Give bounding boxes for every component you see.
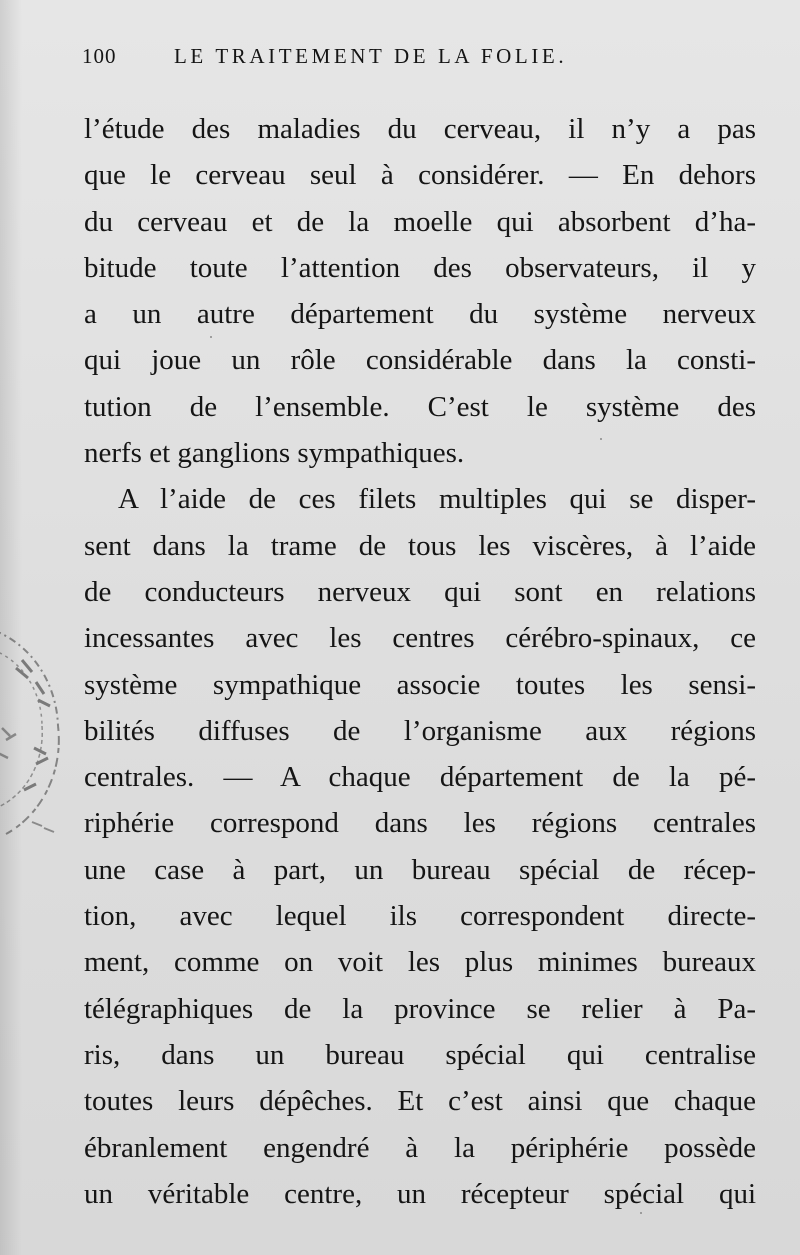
text-line: toutes leurs dépêches. Et c’est ainsi que chaque (84, 1085, 756, 1118)
text-line: incessantes avec les centres cérébro-spinaux, ce (84, 622, 756, 655)
text-line: centrales. — A chaque département de la pé- (84, 761, 756, 794)
paper-speck (640, 1212, 642, 1214)
text-line: qui joue un rôle considérable dans la consti- (84, 344, 756, 377)
library-stamp-icon (0, 608, 82, 858)
text-line: riphérie correspond dans les régions centrales (84, 807, 756, 840)
paper-speck (600, 438, 602, 440)
text-line: ris, dans un bureau spécial qui centralise (84, 1038, 756, 1071)
text-line: télégraphiques de la province se relier à Pa- (84, 992, 756, 1025)
body-text (84, 106, 756, 1217)
paper-speck (210, 336, 212, 338)
text-line: nerfs et ganglions sympathiques. (84, 437, 465, 470)
text-line: sent dans la trame de tous les viscères, à l’aide (84, 529, 756, 562)
text-line: un véritable centre, un récepteur spécial qui (84, 1177, 756, 1210)
text-line: système sympathique associe toutes les sensi- (84, 668, 756, 701)
text-line: a un autre département du système nerveux (84, 298, 756, 331)
text-line: tion, avec lequel ils correspondent directe- (84, 900, 756, 933)
text-line: l’étude des maladies du cerveau, il n’y a pas (84, 113, 756, 145)
running-head (82, 40, 682, 72)
text-line: tution de l’ensemble. C’est le système des (84, 390, 756, 423)
text-line: bilités diffuses de l’organisme aux régions (84, 714, 756, 747)
text-line: ment, comme on voit les plus minimes bureaux (84, 946, 756, 979)
text-line: une case à part, un bureau spécial de récep- (84, 853, 756, 886)
text-line: A l’aide de ces filets multiples qui se disper- (118, 483, 756, 516)
text-line: que le cerveau seul à considérer. — En dehors (84, 159, 756, 192)
text-line: du cerveau et de la moelle qui absorbent d’ha- (84, 205, 756, 238)
text-line: bitude toute l’attention des observateurs, il y (84, 251, 756, 284)
page-number: 100 (82, 44, 117, 68)
text-line: ébranlement engendré à la périphérie possède (84, 1131, 756, 1164)
running-title: LE TRAITEMENT DE LA FOLIE. (174, 44, 568, 68)
text-line: de conducteurs nerveux qui sont en relations (84, 575, 756, 608)
